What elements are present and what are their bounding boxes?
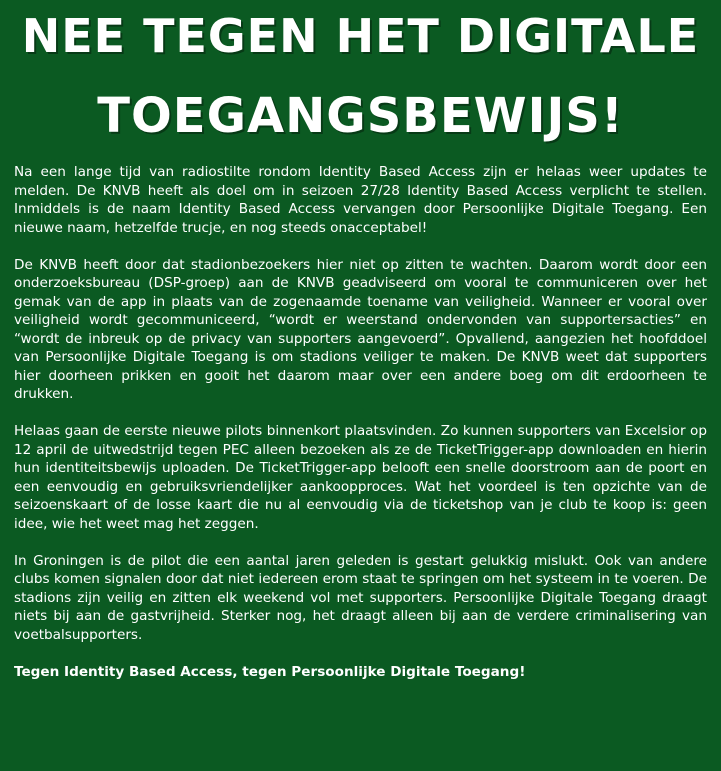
paragraph-knvb-communication: De KNVB heeft door dat stadionbezoekers hier niet op zitten te wachten. Daarom wordt door een onderzoeksbureau (DSP-groep) aan de KNVB geadviseerd om vooral te communiceren over het gemak van de app in plaats van de zogenaamde toename van veiligheid. Wanneer er vooral over veiligheid wordt gecommuniceerd, “wordt er weerstand ondervonden van supportersacties” en “wordt de inbreuk op de privacy van supporters aangevoerd”. Opvallend, aangezien het hoofddoel van Persoonlijke Digitale Toegang is om stadions veiliger te maken. De KNVB weet dat supporters hier doorheen prikken en gooit het daarom maar over een andere boeg om dit erdoorheen te drukken. — [14, 256, 707, 402]
headline-line-1: NEE TEGEN HET DIGITALE — [21, 9, 700, 63]
paragraph-pilots: Helaas gaan de eerste nieuwe pilots binnenkort plaatsvinden. Zo kunnen supporters van Excelsior op 12 april de uitwedstrijd tegen PEC alleen bezoeken als ze de TicketTrigger-app downloaden en hierin hun identiteitsbewijs uploaden. De TicketTrigger-app belooft een snelle doorstroom aan de poort en een eenvoudig en gebruiksvriendelijker aankoopproces. Wat het voordeel is ten opzichte van de seizoenskaart of de losse kaart die nu al eenvoudig via de ticketshop van je club te koop is: geen idee, wie het weet mag het zeggen. — [14, 423, 707, 532]
headline-line-2: TOEGANGSBEWIJS! — [97, 88, 624, 144]
closing-statement: Tegen Identity Based Access, tegen Persoonlijke Digitale Toegang! — [14, 663, 526, 680]
paragraph-groningen: In Groningen is de pilot die een aantal jaren geleden is gestart gelukkig mislukt. Ook van andere clubs komen signalen door dat niet iedereen erom staat te springen om het systeem in te voeren. De stadions zijn veilig en zitten elk weekend vol met supporters. Persoonlijke Digitale Toegang draagt niets bij aan de gastvrijheid. Sterker nog, het draagt alleen bij aan de verdere criminalisering van voetbalsupporters. — [14, 552, 707, 643]
body-text — [14, 163, 707, 681]
paragraph-intro: Na een lange tijd van radiostilte rondom Identity Based Access zijn er helaas weer updates te melden. De KNVB heeft als doel om in seizoen 27/28 Identity Based Access verplicht te stellen. Inmiddels is de naam Identity Based Access vervangen door Persoonlijke Digitale Toegang. Een nieuwe naam, hetzelfde trucje, en nog steeds onacceptabel! — [14, 164, 707, 236]
